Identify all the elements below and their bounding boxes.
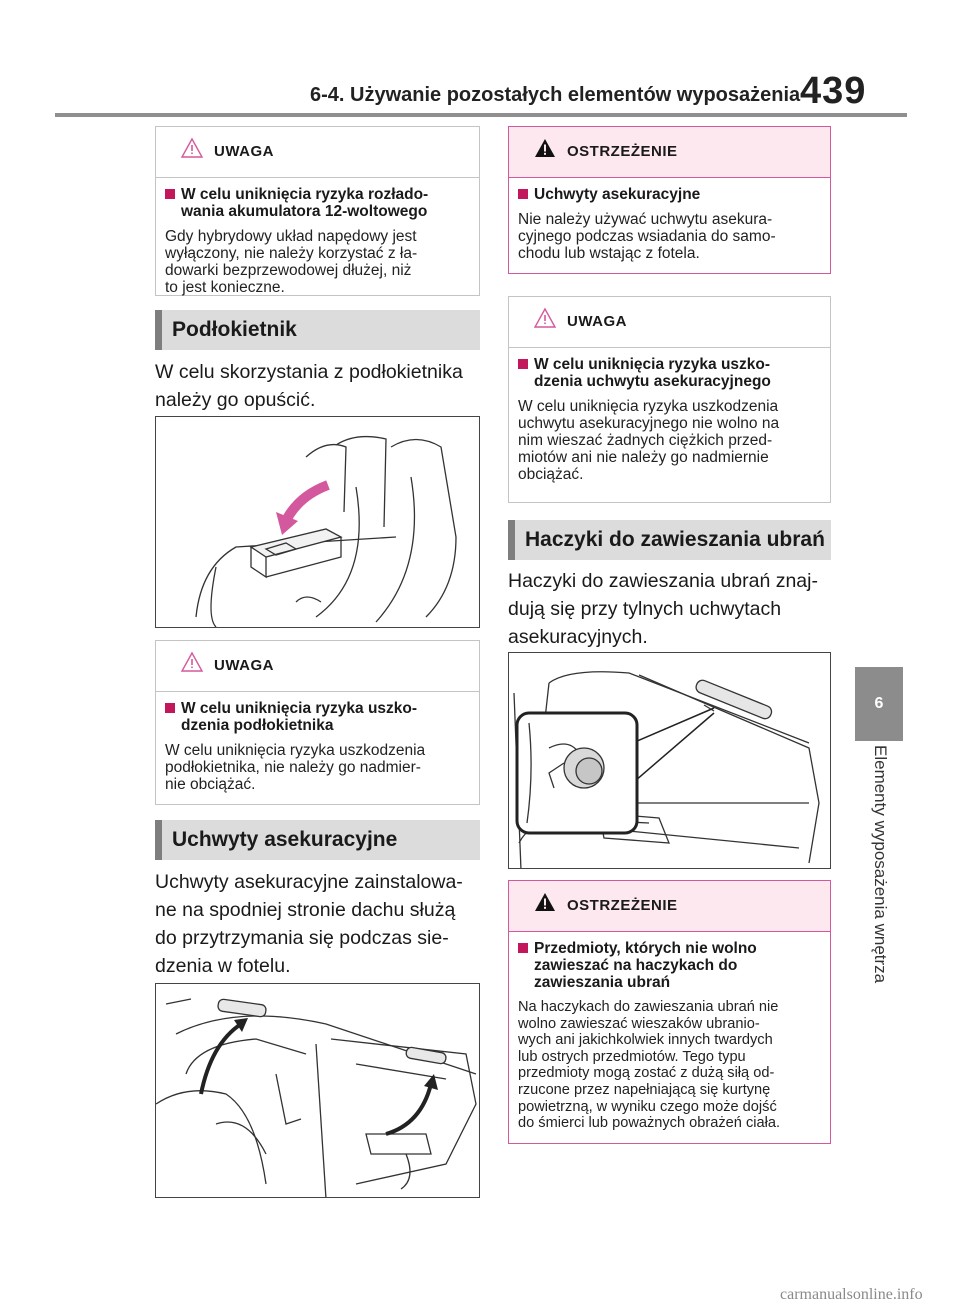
armrest-drawing [156, 417, 480, 628]
page-number: 439 [800, 70, 867, 112]
caution-triangle-icon [180, 651, 204, 673]
chapter-tab: 6 [855, 667, 903, 741]
caution-label: UWAGA [567, 313, 627, 330]
bullet-square-icon [518, 359, 528, 369]
chapter-side-title: Elementy wyposażenia wnętrza [871, 745, 890, 984]
caution-item-title: W celu uniknięcia ryzyka rozłado- wania akumulatora 12-woltowego [165, 186, 467, 220]
bullet-square-icon [165, 703, 175, 713]
warning-header [509, 127, 830, 178]
caution-item-title: W celu uniknięcia ryzyka uszko- dzenia podłokietnika [165, 700, 467, 734]
caution-triangle-icon [533, 307, 557, 329]
caution-box-armrest [155, 640, 480, 805]
caution-text: Gdy hybrydowy układ napędowy jest wyłączony, nie należy korzystać z ła- dowarki bezprzewodowej dłużej, niż to jest konieczne. [165, 228, 418, 296]
grips-paragraph: Uchwyty asekuracyjne zainstalowa- ne na spodniej stronie dachu służą do przytrzymania się podczas sie- dzenia w fotelu. [155, 871, 463, 977]
bullet-square-icon [518, 943, 528, 953]
warning-triangle-icon [533, 137, 557, 159]
section-heading-armrest: Podłokietnik [155, 310, 480, 350]
warning-label: OSTRZEŻENIE [567, 897, 678, 914]
hooks-drawing [509, 653, 831, 869]
warning-text: Nie należy używać uchwytu asekura- cyjnego podczas wsiadania do samo- chodu lub wstając z fotela. [518, 211, 776, 262]
caution-box-battery [155, 126, 480, 296]
grips-illustration [155, 983, 480, 1198]
caution-text: W celu uniknięcia ryzyka uszkodzenia podłokietnika, nie należy go nadmier- nie obciążać. [165, 742, 426, 793]
armrest-illustration [155, 416, 480, 628]
caution-item-title: W celu uniknięcia ryzyka uszko- dzenia uchwytu asekuracyjnego [518, 356, 818, 390]
bullet-square-icon [165, 189, 175, 199]
warning-box-grips [508, 126, 831, 274]
footer-watermark: carmanualsonline.info [780, 1286, 923, 1303]
warning-text: Na haczykach do zawieszania ubrań nie wolno zawieszać wieszaków ubranio- wych ani jakichkolwiek innych twardych lub ostrych przedmiotów. Tego typu przedmioty mogą zostać z dużą siłą od- rzucone przez napełniającą się kurtynę powietrzną, w wyniku czego może dojść do śmierci lub poważnych obrażeń ciała. [518, 999, 781, 1132]
armrest-paragraph: W celu skorzystania z podłokietnika należy go opuścić. [155, 361, 463, 411]
caution-header [509, 297, 830, 348]
section-heading-hooks: Haczyki do zawieszania ubrań [508, 520, 831, 560]
caution-label: UWAGA [214, 657, 274, 674]
warning-item-title: Przedmioty, których nie wolno zawieszać na haczykach do zawieszania ubrań [518, 940, 818, 991]
hooks-illustration [508, 652, 831, 869]
caution-header [156, 641, 479, 692]
caution-triangle-icon [180, 137, 204, 159]
warning-item-title: Uchwyty asekuracyjne [518, 186, 818, 203]
caution-box-grip-damage [508, 296, 831, 503]
warning-header [509, 881, 830, 932]
warning-label: OSTRZEŻENIE [567, 143, 678, 160]
warning-box-hooks [508, 880, 831, 1144]
grips-drawing [156, 984, 480, 1198]
running-header: 6-4. Używanie pozostałych elementów wyposażenia [310, 84, 801, 106]
warning-triangle-icon [533, 891, 557, 913]
section-heading-grips: Uchwyty asekuracyjne [155, 820, 480, 860]
hooks-paragraph: Haczyki do zawieszania ubrań znaj- dują się przy tylnych uchwytach asekuracyjnych. [508, 570, 818, 648]
caution-label: UWAGA [214, 143, 274, 160]
header-rule [55, 113, 907, 117]
caution-header [156, 127, 479, 178]
bullet-square-icon [518, 189, 528, 199]
caution-text: W celu uniknięcia ryzyka uszkodzenia uchwytu asekuracyjnego nie wolno na nim wieszać żadnych ciężkich przed- miotów ani nie należy go nadmiernie obciążać. [518, 398, 780, 483]
